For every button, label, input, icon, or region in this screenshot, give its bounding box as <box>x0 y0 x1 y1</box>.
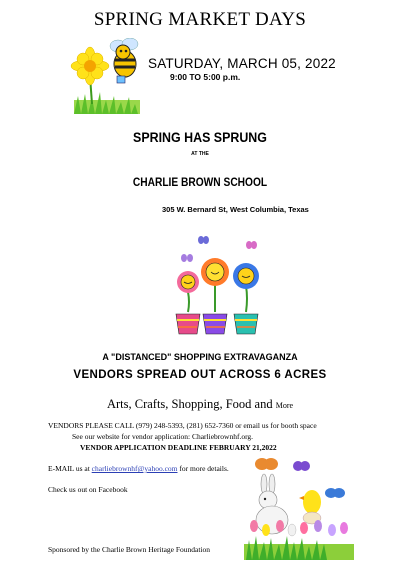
easter-bunny-icon <box>244 456 354 560</box>
deadline-line: VENDOR APPLICATION DEADLINE FEBRUARY 21,2022 <box>80 443 277 452</box>
offerings <box>0 397 400 412</box>
event-date: SATURDAY, MARCH 05, 2022 <box>148 56 336 71</box>
email-prefix: E-MAIL us at <box>48 464 90 473</box>
email-suffix: for more details. <box>179 464 229 473</box>
butterfly-left-icon <box>181 254 193 262</box>
at-the-label: AT THE <box>191 151 209 157</box>
offerings-main: Arts, Crafts, Shopping, Food and <box>106 397 273 411</box>
bee-flower-icon <box>70 38 150 118</box>
sponsor-line: Sponsored by the Charlie Brown Heritage Foundation <box>48 545 211 554</box>
flower-pots-icon <box>170 232 270 337</box>
offerings-more: More <box>275 401 294 410</box>
school-address: 305 W. Bernard St, West Columbia, Texas <box>162 205 309 214</box>
headline: SPRING HAS SPRUNG <box>133 130 267 145</box>
vendors-spread: VENDORS SPREAD OUT ACROSS 6 ACRES <box>73 369 327 381</box>
facebook-line: Check us out on Facebook <box>48 485 128 494</box>
email-line <box>48 464 229 473</box>
website-line: See our website for vendor application: Charliebrownhf.org. <box>72 432 254 441</box>
tagline: A "DISTANCED" SHOPPING EXTRAVAGANZA <box>102 352 298 362</box>
flyer-title: SPRING MARKET DAYS <box>93 9 307 30</box>
vendor-call-line: VENDORS PLEASE CALL (979) 248-5393, (281) 652-7360 or email us for booth space <box>48 421 317 430</box>
email-link[interactable]: charliebrownhf@yahoo.com <box>91 464 178 473</box>
event-time: 9:00 TO 5:00 p.m. <box>170 72 241 82</box>
school-name: CHARLIE BROWN SCHOOL <box>132 175 268 189</box>
